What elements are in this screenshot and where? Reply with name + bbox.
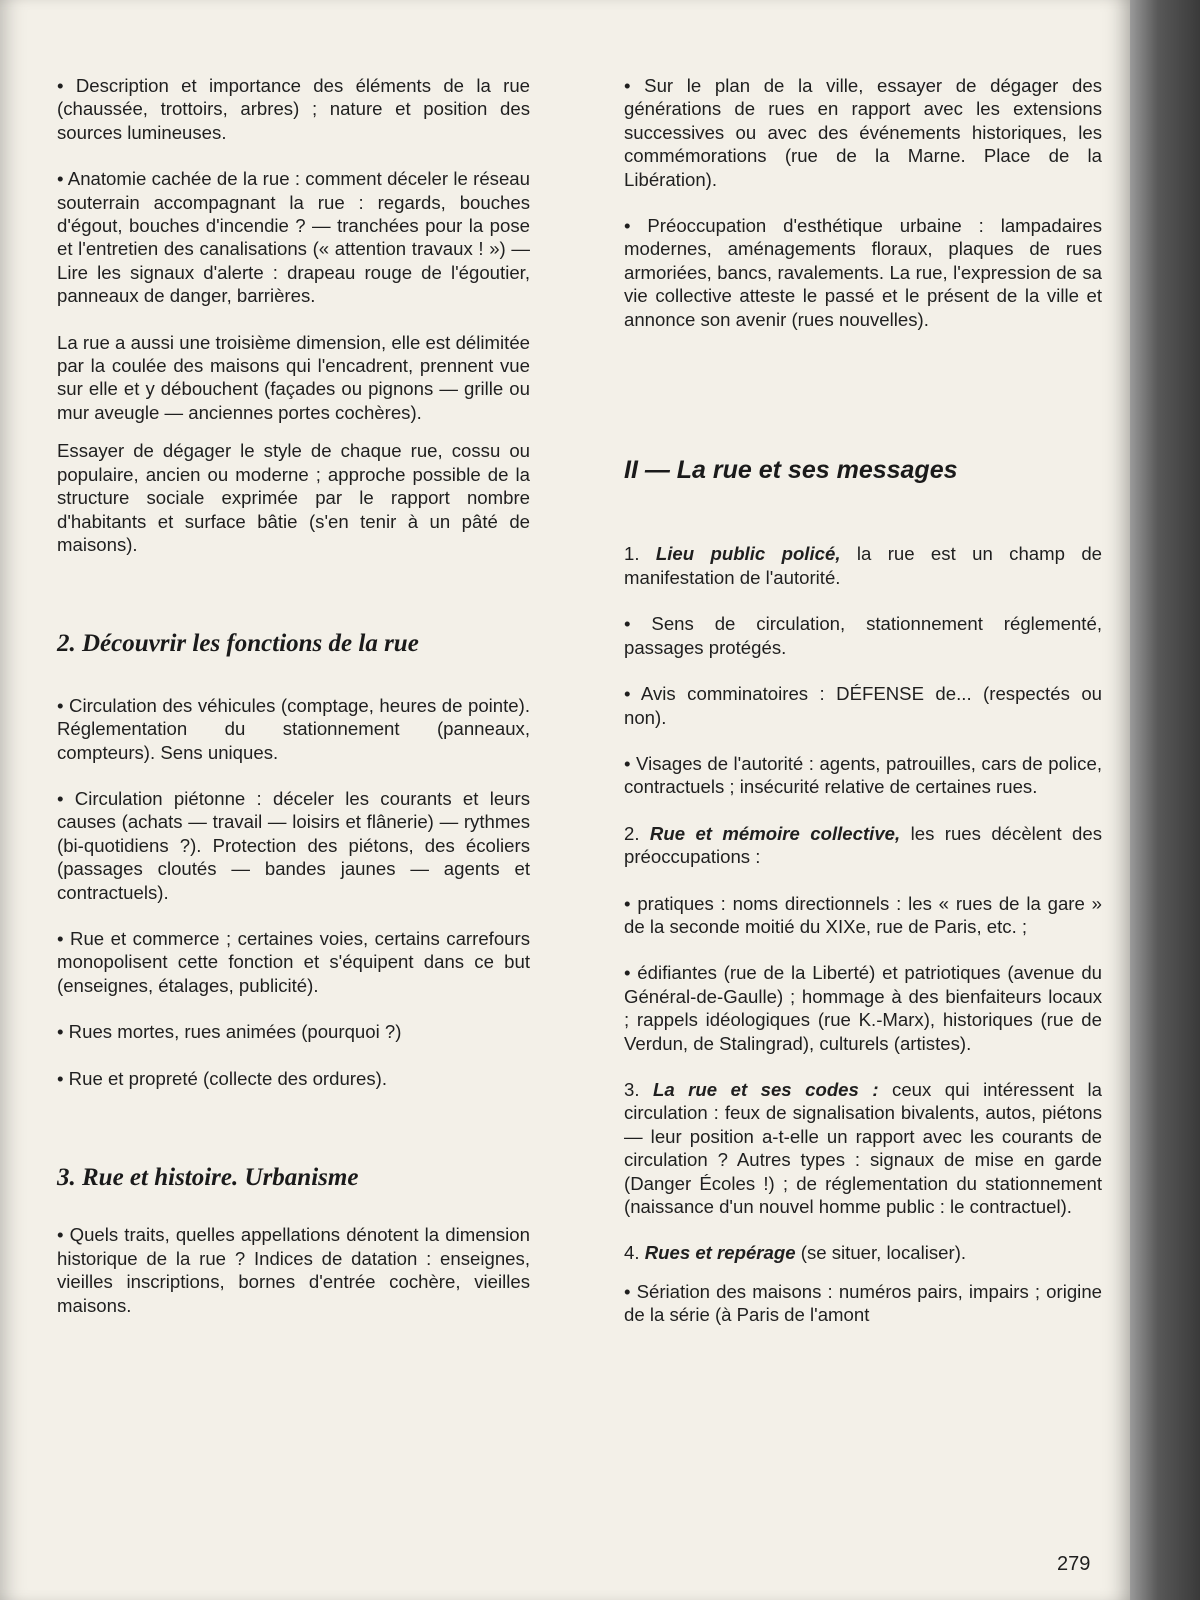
- item-number: 2.: [624, 822, 640, 844]
- item-number: 3.: [624, 1078, 640, 1100]
- item-text: ceux qui intéressent la circulation : feux de signalisation bivalents, autos, piétons — leur position a-t-elle un rapport avec les courants de circulation ? Autres types : signaux de mise en garde (Danger Écoles !) ; de réglementation du stationnement (naissance d'un nouvel homme public : le contractuel).: [624, 1078, 1102, 1217]
- paragraph: • édifiantes (rue de la Liberté) et patriotiques (avenue du Général-de-Gaulle) ; hommage à des bienfaiteurs locaux ; rappels idéologiques (rue K.-Marx), historiques (rue de Verdun, de Stalingrad), culturels (artistes).: [624, 962, 1102, 1054]
- numbered-item: [624, 542, 1102, 589]
- paragraph: • Sériation des maisons : numéros pairs, impairs ; origine de la série (à Paris de l'amont: [624, 1280, 1102, 1326]
- numbered-item: [624, 1241, 1102, 1264]
- item-lead: Lieu public policé,: [655, 543, 841, 565]
- numbered-item: [624, 1078, 1102, 1218]
- paragraph: • Rue et propreté (collecte des ordures).: [57, 1067, 387, 1089]
- paragraph: • Sens de circulation, stationnement réglementé, passages protégés.: [624, 613, 1102, 658]
- paragraph: • Sur le plan de la ville, essayer de dégager des générations de rues en rapport avec les extensions successives ou avec des événements historiques, les commémorations (rue de la Marne. Place de la Libération).: [624, 75, 1102, 190]
- item-lead: La rue et ses codes :: [653, 1078, 879, 1100]
- paragraph: • Rues mortes, rues animées (pourquoi ?): [57, 1021, 402, 1043]
- paragraph: • Avis comminatoires : DÉFENSE de... (respectés ou non).: [624, 683, 1102, 728]
- item-text: la rue est un champ de manifestation de l'autorité.: [624, 543, 1103, 588]
- section-title: 3. Rue et histoire. Urbanisme: [57, 1164, 359, 1191]
- paragraph: • Anatomie cachée de la rue : comment déceler le réseau souterrain accompagnant la rue : regards, bouches d'égout, bouches d'incendie ? — tranchées pour la pose et l'entretien des canalisations (« attention travaux ! ») — Lire les signaux d'alerte : drapeau rouge de l'égoutier, panneaux de danger, barrières.: [57, 168, 530, 307]
- paragraph: • Quels traits, quelles appellations dénotent la dimension historique de la rue ? Indices de datation : enseignes, vieilles inscriptions, bornes d'entrée cochère, vieilles maisons.: [57, 1224, 530, 1316]
- right-column: [624, 74, 1102, 1327]
- item-number: 1.: [624, 543, 640, 565]
- left-column: [57, 74, 530, 1317]
- paragraph: • Circulation des véhicules (comptage, heures de pointe). Réglementation du stationnement (panneaux, compteurs). Sens uniques.: [57, 694, 530, 763]
- section-title: II — La rue et ses messages: [624, 456, 958, 485]
- paragraph: • Circulation piétonne : déceler les courants et leurs causes (achats — travail — loisirs et flânerie) — rythmes (bi-quotidiens ?). Protection des piétons, des écoliers (passages cloutés — bandes jaunes — agents et contractuels).: [57, 787, 530, 903]
- page-number: 279: [1057, 1553, 1091, 1575]
- paragraph: • Description et importance des éléments de la rue (chaussée, trottoirs, arbres) ; nature et position des sources lumineuses.: [57, 75, 530, 143]
- item-text: les rues décèlent des préoccupations :: [624, 822, 1103, 868]
- item-lead: Rues et repérage: [644, 1242, 796, 1264]
- paragraph: La rue a aussi une troisième dimension, elle est délimitée par la coulée des maisons qui l'encadrent, prennent vue sur elle et y débouchent (façades ou pignons — grille ou mur aveugle — anciennes portes cochères).: [57, 331, 530, 423]
- item-lead: Rue et mémoire collective,: [649, 822, 901, 844]
- section-title: 2. Découvrir les fonctions de la rue: [57, 630, 419, 658]
- paragraph: • Visages de l'autorité : agents, patrouilles, cars de police, contractuels ; insécurité relative de certaines rues.: [624, 752, 1102, 798]
- numbered-item: [624, 822, 1102, 869]
- paragraph: • Préoccupation d'esthétique urbaine : lampadaires modernes, aménagements floraux, plaques de rues armoriées, bancs, ravalements. La rue, l'expression de sa vie collective atteste le passé et le présent de la ville et annonce son avenir (rues nouvelles).: [624, 215, 1102, 330]
- item-text: (se situer, localiser).: [800, 1242, 967, 1264]
- paragraph: Essayer de dégager le style de chaque rue, cossu ou populaire, ancien ou moderne ; approche possible de la structure sociale exprimée par le rapport nombre d'habitants et surface bâtie (s'en tenir à un pâté de maisons).: [57, 440, 530, 555]
- paragraph: • Rue et commerce ; certaines voies, certains carrefours monopolisent cette fonction et s'équipent dans ce but (enseignes, étalages, publicité).: [57, 927, 530, 996]
- item-number: 4.: [624, 1242, 640, 1264]
- book-binding-edge: [1130, 0, 1200, 1600]
- paragraph: • pratiques : noms directionnels : les « rues de la gare » de la seconde moitié du XIXe, rue de Paris, etc. ;: [624, 892, 1102, 937]
